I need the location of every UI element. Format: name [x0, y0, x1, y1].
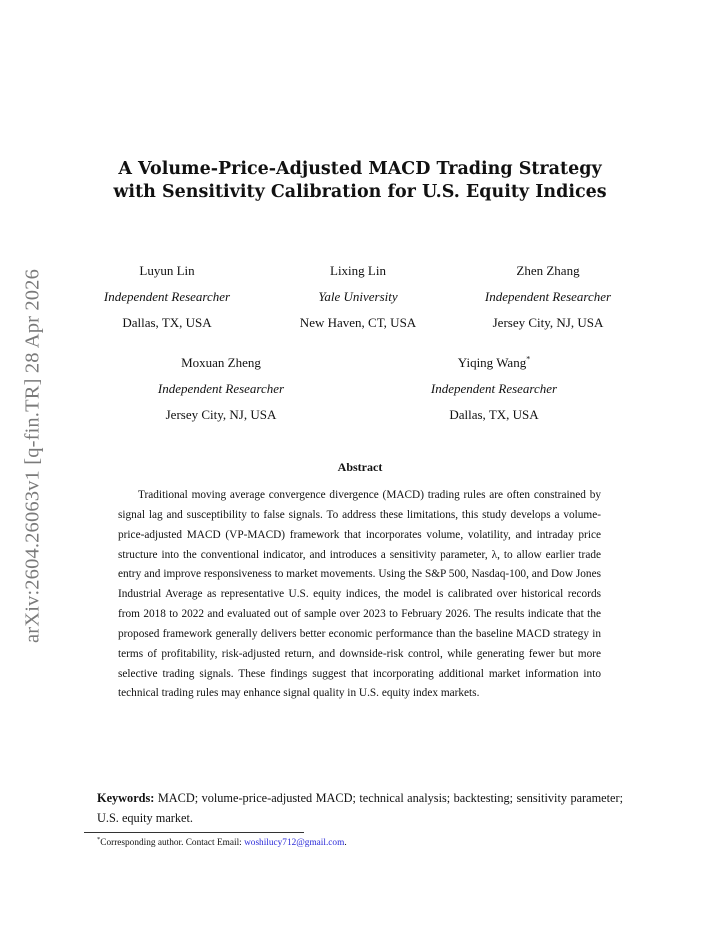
- author-affiliation: Independent Researcher: [157, 381, 285, 396]
- keywords-paragraph: [97, 788, 623, 828]
- author-block-4: [158, 350, 284, 428]
- footnote-text: Corresponding author. Contact Email:: [100, 838, 245, 848]
- author-affiliation: Yale University: [318, 289, 398, 304]
- author-affiliation: Independent Researcher: [430, 381, 558, 396]
- title-line-2: with Sensitivity Calibration for U.S. Equity Indices: [113, 182, 607, 202]
- author-affiliation: Independent Researcher: [103, 289, 231, 304]
- email-link[interactable]: woshilucy712@gmail.com: [244, 838, 345, 848]
- paper-title: [60, 158, 660, 204]
- author-name-corresponding: [431, 350, 557, 376]
- author-location: Jersey City, NJ, USA: [165, 407, 277, 422]
- keywords-label: Keywords:: [97, 791, 155, 805]
- footnote-end: .: [344, 838, 347, 848]
- footnote-rule: [84, 832, 304, 833]
- abstract-heading: Abstract: [337, 460, 383, 474]
- author-affiliation: Independent Researcher: [484, 289, 612, 304]
- footnote: [97, 837, 347, 849]
- corresponding-mark: *: [526, 354, 531, 364]
- author-name: Yiqing Wang: [457, 355, 527, 370]
- author-name: Luyun Lin: [139, 263, 195, 278]
- author-block-3: [485, 258, 611, 336]
- abstract-text: Traditional moving average convergence divergence (MACD) trading rules are often constrained by signal lag and susceptibility to false signals. To address these limitations, this study develops a volume-price-adjusted MACD (VP-MACD) framework that incorporates volume, volatility, and intraday price structure into the conventional indicator, and introduces a sensitivity parameter, λ, to allow earlier trade entry and improve responsiveness to market movements. Using the S&P 500, Nasdaq-100, and Dow Jones Industrial Average as representative U.S. equity indices, the model is calibrated over historical records from 2018 to 2022 and evaluated out of sample over 2023 to February 2026. The results indicate that the proposed framework generally delivers better economic performance than the baseline MACD strategy in terms of profitability, risk-adjusted return, and downside-risk control, while generating fewer but more selective trading signals. These findings suggest that incorporating additional market information into technical trading rules may enhance signal quality in U.S. equity index markets.: [118, 489, 601, 700]
- author-location: New Haven, CT, USA: [299, 315, 417, 330]
- author-location: Dallas, TX, USA: [122, 315, 212, 330]
- author-block-5: [431, 350, 557, 428]
- title-line-1: A Volume-Price-Adjusted MACD Trading Strategy: [118, 159, 602, 179]
- author-name: Lixing Lin: [330, 263, 386, 278]
- author-block-2: [300, 258, 416, 336]
- author-location: Dallas, TX, USA: [449, 407, 539, 422]
- author-location: Jersey City, NJ, USA: [492, 315, 604, 330]
- author-name: Moxuan Zheng: [181, 355, 261, 370]
- keywords-text: MACD; volume-price-adjusted MACD; technical analysis; backtesting; sensitivity parameter; U.S. equity market.: [97, 791, 624, 825]
- author-name: Zhen Zhang: [516, 263, 580, 278]
- author-block-1: [104, 258, 230, 336]
- arxiv-stamp: arXiv:2604.26063v1 [q-fin.TR] 28 Apr 2026: [21, 269, 44, 643]
- footnote-mark: *: [97, 835, 101, 843]
